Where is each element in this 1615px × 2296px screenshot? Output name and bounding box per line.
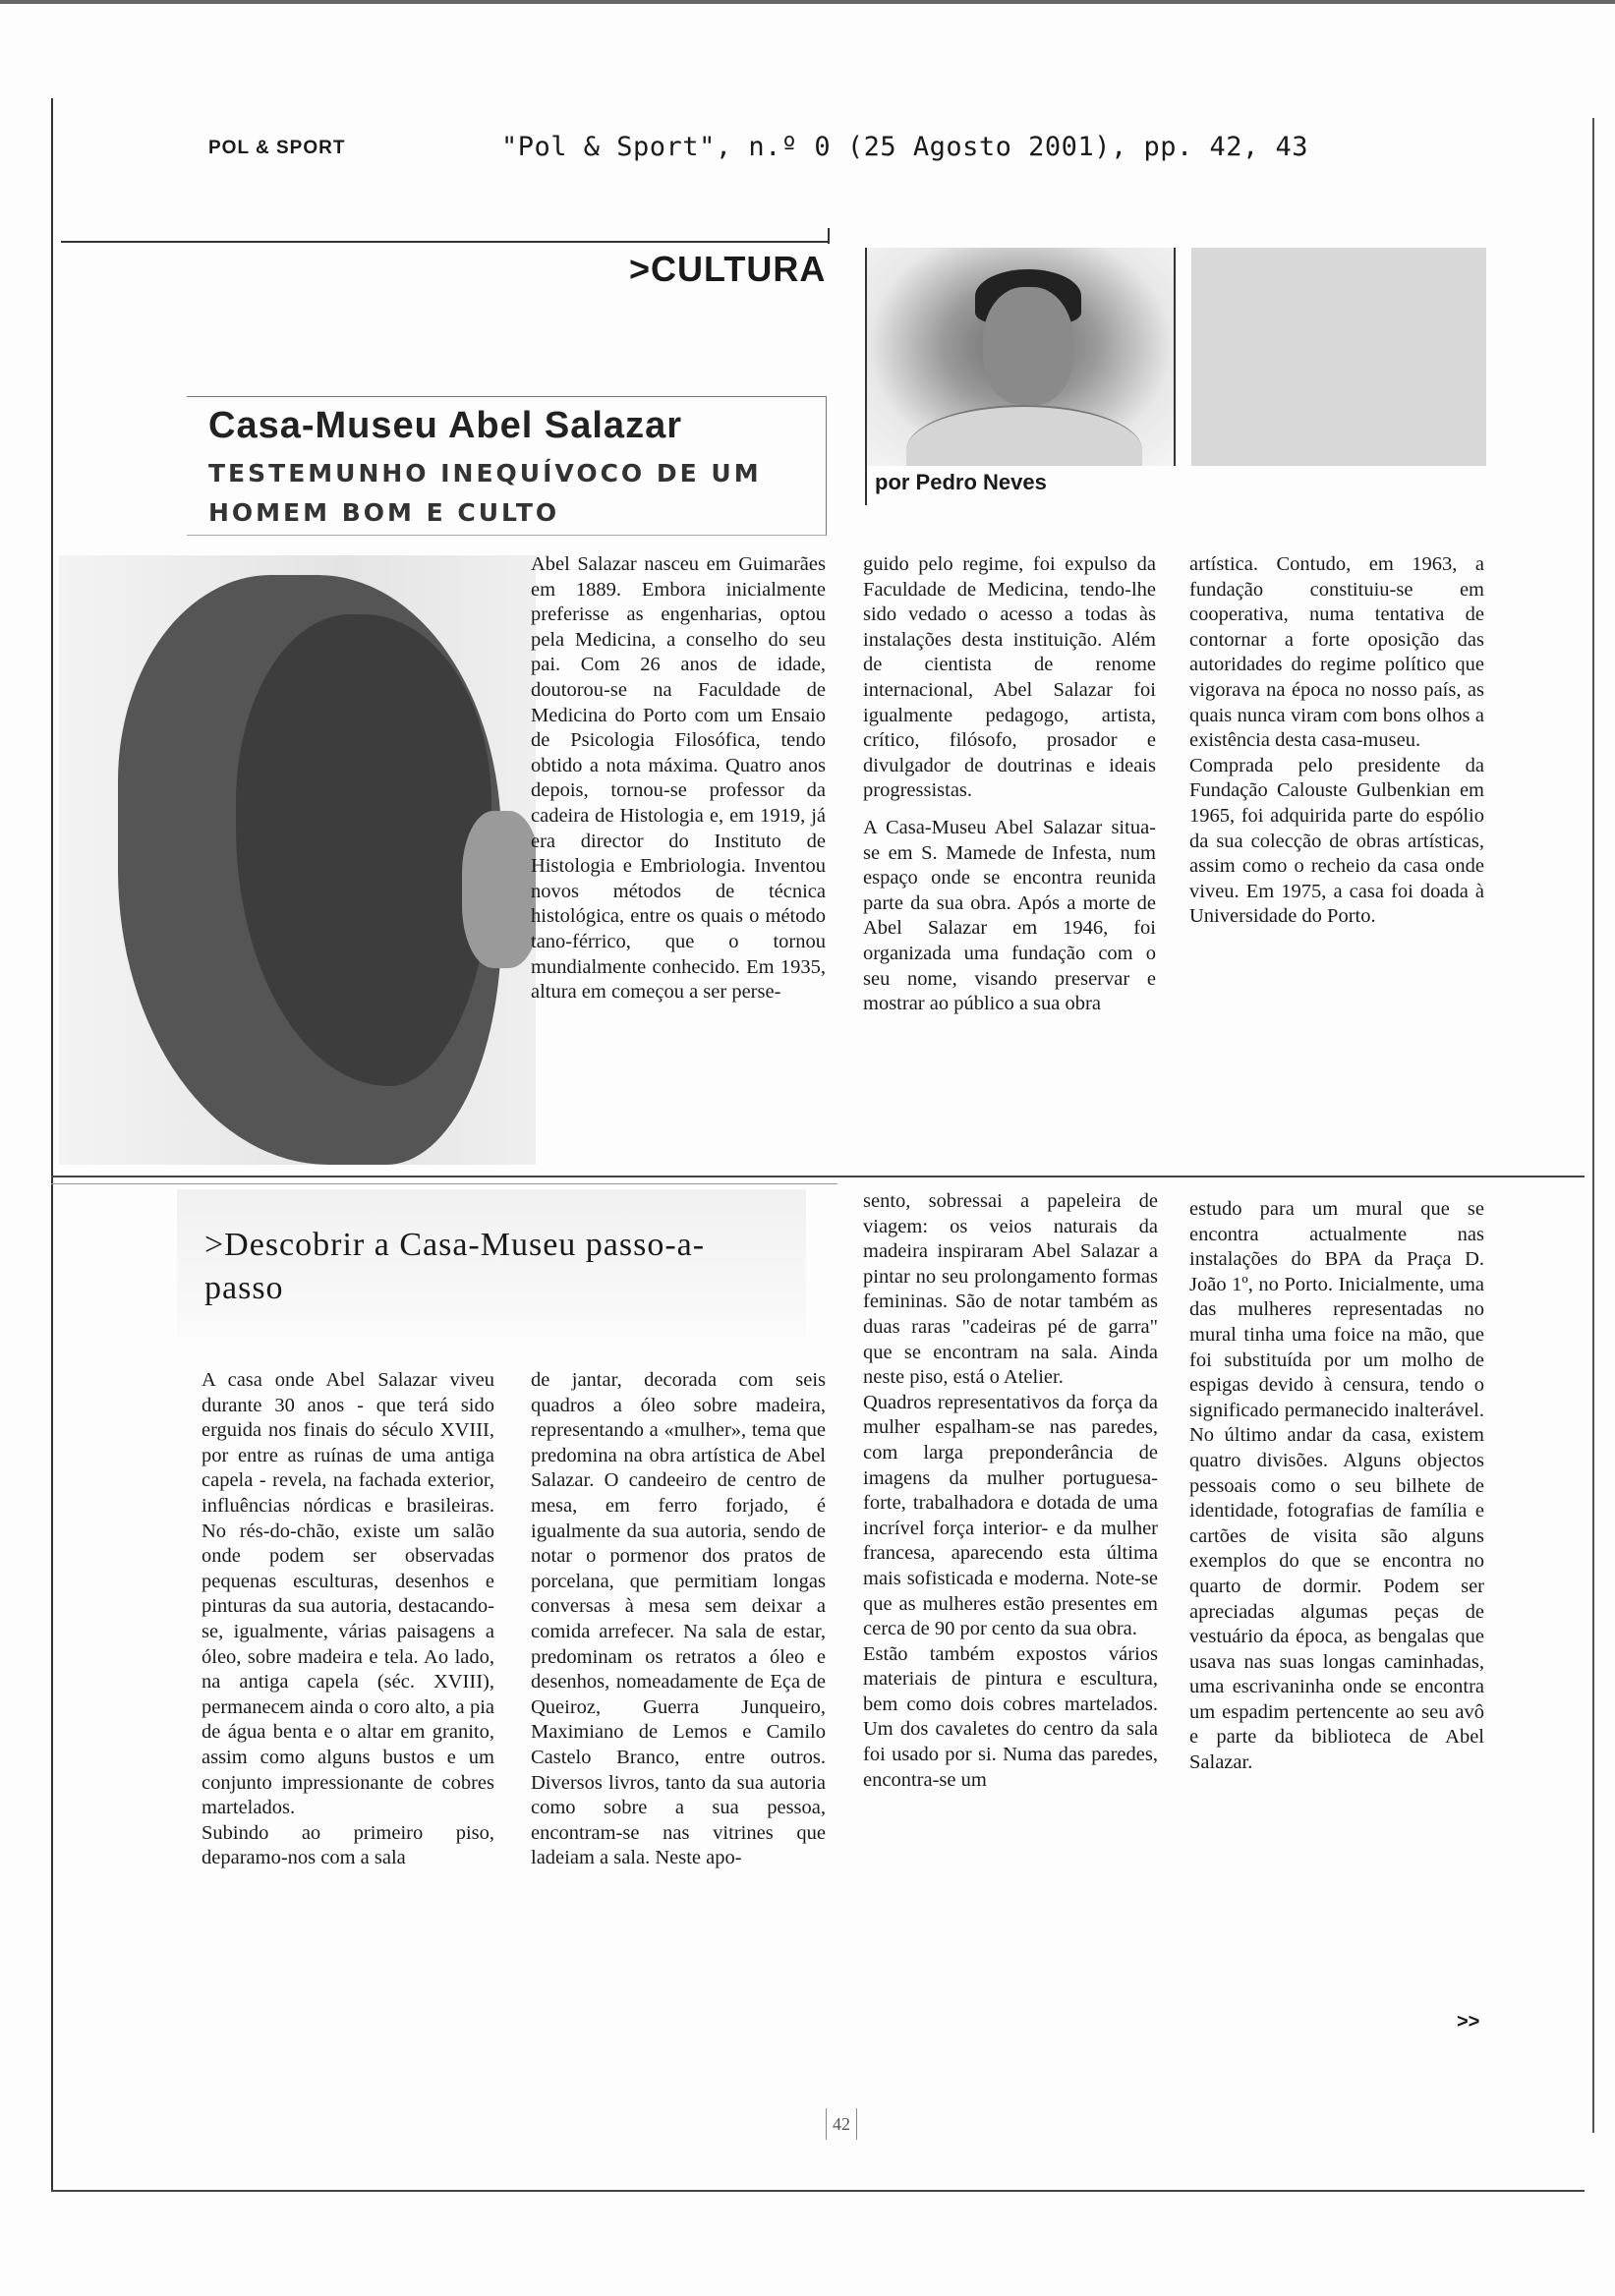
page-frame-right (1592, 118, 1594, 2133)
article-column-3 (1189, 552, 1484, 930)
citation-header: "Pol & Sport", n.º 0 (25 Agosto 2001), pp. 42, 43 (501, 132, 1309, 162)
byline-bar (865, 466, 867, 505)
section-rule-tick (828, 228, 830, 244)
article-column-2 (863, 552, 1156, 1029)
scan-top-edge (0, 0, 1615, 4)
section-divider-thin (51, 1183, 837, 1184)
gray-panel (1191, 248, 1486, 466)
second-column-3-paragraph-1: sento, sobressai a papeleira de viagem: os veios naturais da madeira inspiraram Abel Salazar a pintar no seu prolongamento formas femininas. São de notar também as duas raras "cadeiras pé de garra" que se encontram na sala. Ainda neste piso, está o Atelier. (863, 1190, 1158, 1389)
section-label: >CULTURA (629, 249, 827, 289)
second-column-4: estudo para um mural que se encontra actualmente nas instalações do BPA da Praça D. João 1º, no Porto. Inicialmente, uma das mulheres representadas no mural tinha uma foice na mão, que foi substituída por um molho de espigas devido à censura, tendo o significado permanecido inalterável. No último andar da casa, existem quatro divisões. Alguns objectos pessoais como o seu bilhete de identidade, fotografias de família e cartões de visita são alguns exemplos do que se encontra no quarto de dormir. Podem ser apreciadas algumas peças de vestuário da época, as bengalas que usava nas suas longas caminhadas, uma escrivaninha onde se encontra um espadim pertencente ao seu avô e parte da biblioteca de Abel Salazar. (1189, 1198, 1484, 1774)
bust-photo (59, 555, 536, 1165)
column-2-paragraph-1: guido pelo regime, foi expulso da Faculdade de Medicina, tendo-lhe sido vedado o acesso a todas às instalações desta instituição. Além de cientista de renome internacional, Abel Salazar foi igualmente pedagogo, artista, crítico, filósofo, prosador e divulgador de doutrinas e ideais progressistas. (863, 553, 1156, 802)
publication-brand: POL & SPORT (208, 138, 346, 158)
section-divider (51, 1176, 1585, 1177)
second-column-3-paragraph-3: Estão também expostos vários materiais de pintura e escultura, bem como dois cobres martelados. Um dos cavaletes do centro da sala foi usado por si. Numa das paredes, encontra-se um (863, 1642, 1158, 1791)
second-column-3 (863, 1189, 1158, 1793)
page-frame-left (51, 98, 53, 2192)
article-subtitle: TESTEMUNHO INEQUÍVOCO DE UM HOMEM BOM E CULTO (208, 459, 762, 527)
author-photo (865, 248, 1176, 466)
second-article-title: >Descobrir a Casa-Museu passo-a-passo (204, 1227, 706, 1306)
second-column-1-paragraph-1: A casa onde Abel Salazar viveu durante 30 anos - que terá sido erguida nos finais do século XVIII, por entre as ruínas de uma antiga capela - revela, na fachada exterior, influências nórdicas e brasileiras. No rés-do-chão, existe um salão onde podem ser observadas pequenas esculturas, desenhos e pinturas da sua autoria, destacando-se, igualmente, várias paisagens a óleo, sobre madeira e tela. Ao lado, na antiga capela (séc. XVIII), permanecem ainda o coro alto, a pia de água benta e o altar em granito, assim como alguns bustos e um conjunto impressionante de cobres martelados. (202, 1369, 494, 1819)
page-frame-bottom (51, 2190, 1585, 2192)
column-3-paragraph-2: Comprada pelo presidente da Fundação Calouste Gulbenkian em 1965, foi adquirida parte do espólio da sua colecção de obras artísticas, assim como o recheio da casa onde viveu. Em 1975, a casa foi doada à Universidade do Porto. (1189, 754, 1484, 928)
bust-small-figure (462, 811, 536, 968)
continue-marker: >> (1457, 2011, 1480, 2033)
page-number: 42 (826, 2108, 857, 2140)
column-2-paragraph-2: A Casa-Museu Abel Salazar situa-se em S. Mamede de Infesta, num espaço onde se encontra reunida parte da sua obra. Após a morte de Abel Salazar em 1946, foi organizada uma fundação com o seu nome, visando preservar e mostrar ao público a sua obra (863, 816, 1156, 1015)
column-3-paragraph-1: artística. Contudo, em 1963, a fundação constituiu-se em cooperativa, numa tentativa de contornar a forte oposição das autoridades do regime político que vigorava na época no nosso país, as quais nunca viram com bons olhos a existência desta casa-museu. (1189, 553, 1484, 752)
second-column-1 (202, 1368, 494, 1871)
byline: por Pedro Neves (875, 470, 1047, 494)
section-rule (61, 241, 828, 243)
article-title: Casa-Museu Abel Salazar (208, 405, 682, 446)
second-column-2: de jantar, decorada com seis quadros a óleo sobre madeira, representando a «mulher», tema que predomina na obra artística de Abel Salazar. O candeeiro de centro de mesa, em ferro forjado, é igualmente da sua autoria, sendo de notar o pormenor dos pratos de porcelana, que permitiam longas conversas à mesa sem deixar a comida arrefecer. Na sala de estar, predominam os retratos a óleo e desenhos, nomeadamente de Eça de Queiroz, Guerra Junqueiro, Maximiano de Lemos e Camilo Castelo Branco, entre outros. Diversos livros, tanto da sua autoria como sobre a sua pessoa, encontram-se nas vitrines que ladeiam a sala. Neste apo- (531, 1369, 826, 1869)
second-column-1-paragraph-2: Subindo ao primeiro piso, deparamo-nos com a sala (202, 1821, 494, 1869)
second-column-3-paragraph-2: Quadros representativos da força da mulher espalham-se nas paredes, com larga preponderância de imagens da mulher portuguesa- forte, trabalhadora e dotada de uma incrível força interior- e da mulher francesa, aparecendo esta última mais sofisticada e moderna. Note-se que as mulheres estão presentes em cerca de 90 por cento da sua obra. (863, 1391, 1158, 1640)
article-column-1: Abel Salazar nasceu em Guimarães em 1889. Embora inicialmente preferisse as engenharias, optou pela Medicina, a conselho do seu pai. Com 26 anos de idade, doutorou-se na Faculdade de Medicina do Porto com um Ensaio de Psicologia Filosófica, tendo obtido a nota máxima. Quatro anos depois, tornou-se professor da cadeira de Histologia e, em 1919, já era director do Instituto de Histologia e Embriologia. Inventou novos métodos de técnica histológica, entre os quais o método tano-férrico, que o tornou mundialmente conhecido. Em 1935, altura em começou a ser perse- (531, 553, 826, 1004)
photo-shoulders (906, 405, 1142, 466)
photo-face (983, 287, 1073, 405)
